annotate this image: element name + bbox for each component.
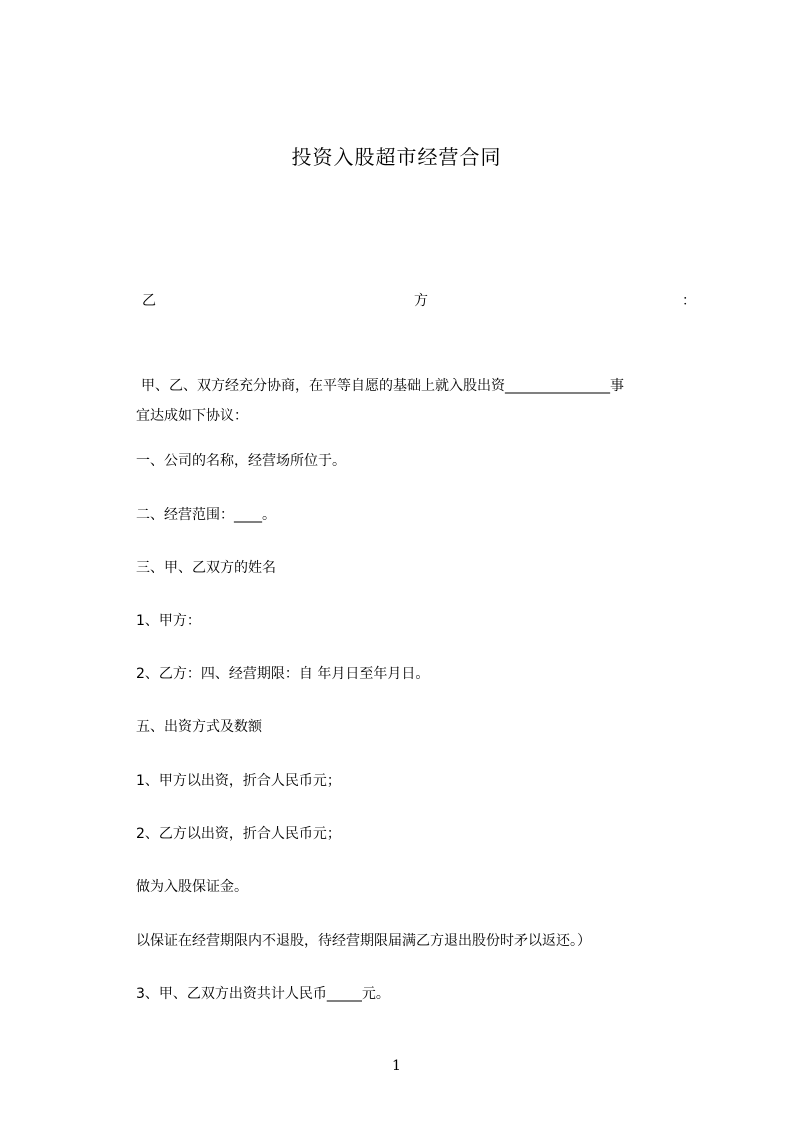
page-number: 1 bbox=[392, 1058, 401, 1074]
clause-party-names: 三、甲、乙双方的姓名 bbox=[136, 560, 276, 576]
party-line-middle: 方 bbox=[414, 293, 428, 309]
party-line-colon: ： bbox=[682, 293, 696, 309]
intro-line-2: 宜达成如下协议： bbox=[136, 408, 248, 424]
intro-paragraph bbox=[136, 371, 700, 431]
clause-party-a-investment: 1、甲方以出资，折合人民币元； bbox=[136, 773, 341, 789]
party-line-left: 乙 bbox=[142, 293, 156, 309]
clause-company-name: 一、公司的名称，经营场所位于。 bbox=[136, 453, 346, 469]
clause-party-b-term: 2、乙方：四、经营期限：自 年月日至年月日。 bbox=[136, 666, 430, 682]
clause-total-investment: 3、甲、乙双方出资共计人民币_____元。 bbox=[136, 986, 390, 1002]
document-title: 投资入股超市经营合同 bbox=[291, 145, 502, 169]
intro-line-1: 甲、乙、双方经充分协商，在平等自愿的基础上就入股出资_______________事 bbox=[141, 378, 624, 394]
clause-party-b-investment: 2、乙方以出资，折合人民币元； bbox=[136, 826, 341, 842]
clause-deposit: 做为入股保证金。 bbox=[136, 879, 248, 895]
clause-party-a: 1、甲方： bbox=[136, 613, 201, 629]
clause-investment-heading: 五、出资方式及数额 bbox=[136, 719, 262, 735]
clause-deposit-return: 以保证在经营期限内不退股，待经营期限届满乙方退出股份时矛以返还。） bbox=[136, 933, 591, 949]
clause-business-scope: 二、经营范围：____。 bbox=[136, 507, 276, 523]
party-b-line bbox=[142, 291, 696, 311]
